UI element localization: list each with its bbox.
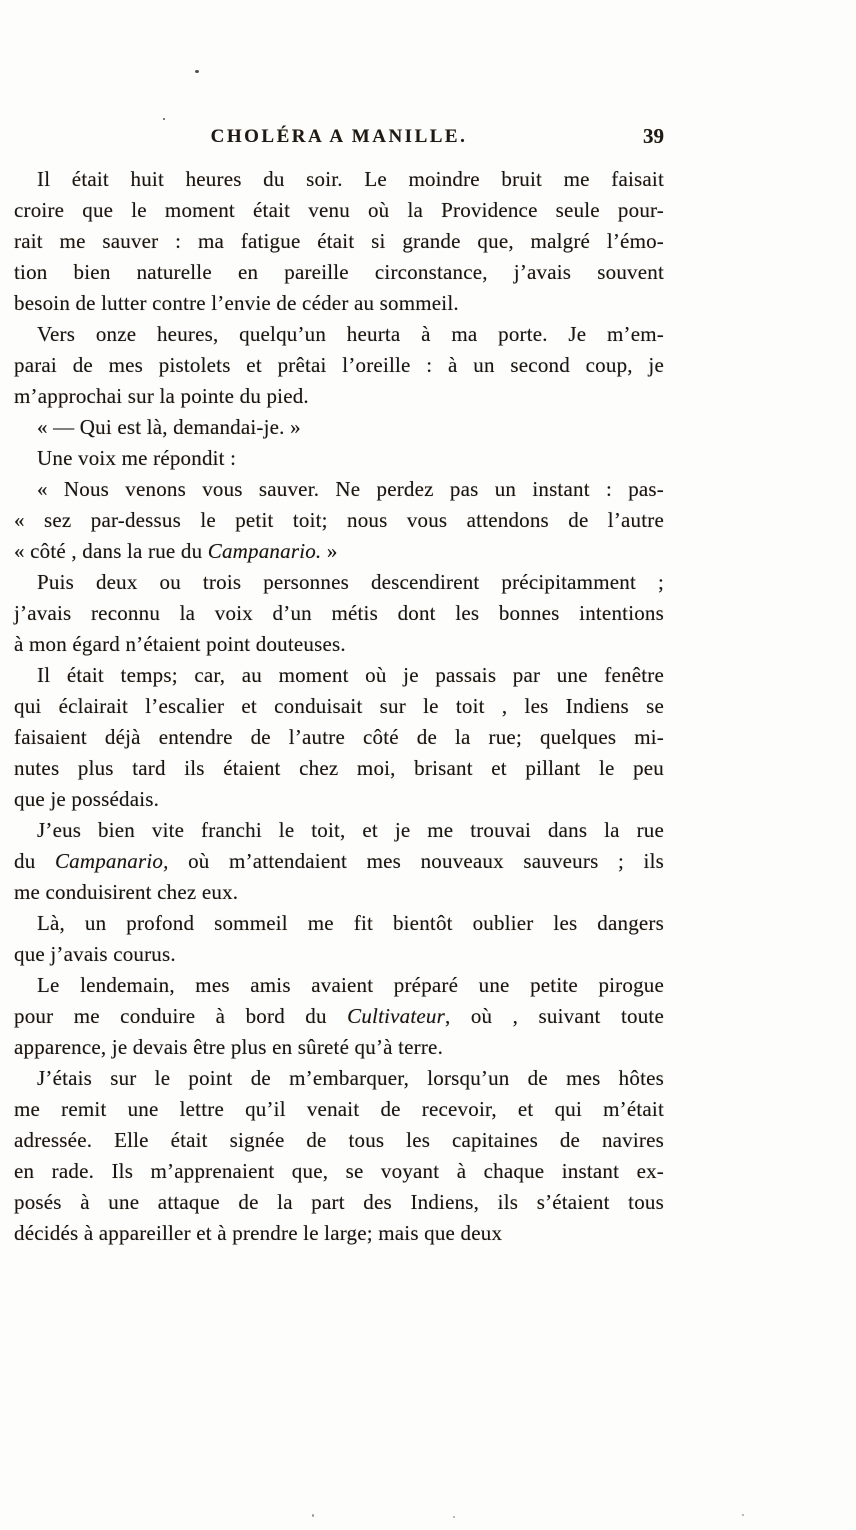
text-line	[14, 908, 664, 939]
text-segment: nutes plus tard ils étaient chez moi, brisant et pillant le peu	[14, 756, 664, 780]
text-segment: Là, un profond sommeil me fit bientôt oublier les dangers	[37, 911, 664, 935]
text-segment: Une voix me répondit :	[37, 446, 237, 470]
text-segment: décidés à appareiller et à prendre le large; mais que deux	[14, 1221, 503, 1245]
text-segment: me conduisirent chez eux.	[14, 880, 239, 904]
text-line	[14, 319, 664, 350]
text-segment: Il était huit heures du soir. Le moindre bruit me faisait	[37, 167, 664, 191]
text-segment: qui éclairait l’escalier et conduisait sur le toit , les Indiens se	[14, 694, 664, 718]
text-line	[14, 1094, 664, 1125]
text-line	[14, 691, 664, 722]
running-title: CHOLÉRA A MANILLE.	[210, 126, 468, 147]
text-segment: en rade. Ils m’apprenaient que, se voyant à chaque instant ex-	[14, 1159, 664, 1183]
paragraph	[14, 908, 664, 970]
text-line	[14, 1156, 664, 1187]
text-segment: « côté , dans la rue du	[14, 539, 208, 563]
text-line	[14, 567, 664, 598]
text-segment: posés à une attaque de la part des Indiens, ils s’étaient tous	[14, 1190, 664, 1214]
text-line	[14, 288, 664, 319]
text-line	[14, 412, 664, 443]
paragraph	[14, 815, 664, 908]
text-segment: « — Qui est là, demandai-je. »	[37, 415, 301, 439]
text-segment: où m’attendaient mes nouveaux sauveurs ; ils	[168, 849, 664, 873]
text-line	[14, 1125, 664, 1156]
text-line	[14, 505, 664, 536]
text-line	[14, 536, 664, 567]
italic-term: Cultivateur	[347, 1004, 445, 1028]
scan-speck	[742, 1514, 744, 1516]
text-segment: Puis deux ou trois personnes descendirent précipitamment ;	[37, 570, 664, 594]
text-line	[14, 257, 664, 288]
text-segment: J’étais sur le point de m’embarquer, lorsqu’un de mes hôtes	[37, 1066, 664, 1090]
text-line	[14, 443, 664, 474]
text-line	[14, 970, 664, 1001]
text-line	[14, 381, 664, 412]
paragraph	[14, 164, 664, 319]
text-line	[14, 660, 664, 691]
text-segment: rait me sauver : ma fatigue était si grande que, malgré l’émo-	[14, 229, 664, 253]
paragraph	[14, 474, 664, 567]
text-line	[14, 474, 664, 505]
text-line	[14, 195, 664, 226]
scan-speck	[163, 118, 165, 120]
text-segment: « sez par-dessus le petit toit; nous vous attendons de l’autre	[14, 508, 664, 532]
text-line	[14, 815, 664, 846]
text-line	[14, 226, 664, 257]
text-line	[14, 350, 664, 381]
text-line	[14, 629, 664, 660]
text-line	[14, 753, 664, 784]
text-segment: me remit une lettre qu’il venait de recevoir, et qui m’était	[14, 1097, 664, 1121]
paragraph	[14, 1063, 664, 1249]
text-segment: Il était temps; car, au moment où je passais par une fenêtre	[37, 663, 664, 687]
text-segment: du	[14, 849, 55, 873]
text-line	[14, 1063, 664, 1094]
text-line	[14, 1187, 664, 1218]
paragraph	[14, 443, 664, 474]
paragraph	[14, 319, 664, 412]
text-line	[14, 939, 664, 970]
text-segment: croire que le moment était venu où la Providence seule pour-	[14, 198, 664, 222]
page-header	[14, 126, 664, 160]
text-line	[14, 1001, 664, 1032]
text-segment: m’approchai sur la pointe du pied.	[14, 384, 309, 408]
text-segment: , où , suivant toute	[444, 1004, 664, 1028]
paragraph	[14, 412, 664, 443]
text-line	[14, 598, 664, 629]
text-segment: tion bien naturelle en pareille circonstance, j’avais souvent	[14, 260, 664, 284]
text-line	[14, 877, 664, 908]
page-text	[14, 164, 664, 1249]
text-segment: J’eus bien vite franchi le toit, et je me trouvai dans la rue	[37, 818, 664, 842]
scan-speck	[195, 70, 199, 73]
page-number: 39	[643, 124, 664, 148]
text-segment: adressée. Elle était signée de tous les capitaines de navires	[14, 1128, 664, 1152]
text-segment: besoin de lutter contre l’envie de céder au sommeil.	[14, 291, 459, 315]
scan-speck	[453, 1516, 455, 1518]
scan-speck	[312, 1514, 314, 1517]
text-line	[14, 722, 664, 753]
text-line	[14, 1218, 664, 1249]
text-segment: pour me conduire à bord du	[14, 1004, 348, 1028]
text-segment: que je possédais.	[14, 787, 160, 811]
text-line	[14, 846, 664, 877]
text-segment: faisaient déjà entendre de l’autre côté de la rue; quelques mi-	[14, 725, 664, 749]
text-segment: que j’avais courus.	[14, 942, 176, 966]
text-line	[14, 784, 664, 815]
text-line	[14, 1032, 664, 1063]
text-line	[14, 164, 664, 195]
italic-term: Campanario.	[207, 539, 322, 563]
text-segment: Vers onze heures, quelqu’un heurta à ma porte. Je m’em-	[37, 322, 664, 346]
text-segment: Le lendemain, mes amis avaient préparé une petite pirogue	[37, 973, 664, 997]
text-segment: « Nous venons vous sauver. Ne perdez pas un instant : pas-	[37, 477, 664, 501]
text-segment: apparence, je devais être plus en sûreté qu’à terre.	[14, 1035, 444, 1059]
paragraph	[14, 660, 664, 815]
text-segment: »	[321, 539, 338, 563]
italic-term: Campanario,	[54, 849, 169, 873]
text-segment: j’avais reconnu la voix d’un métis dont les bonnes intentions	[14, 601, 664, 625]
paragraph	[14, 567, 664, 660]
text-segment: à mon égard n’étaient point douteuses.	[14, 632, 346, 656]
paragraph	[14, 970, 664, 1063]
text-segment: parai de mes pistolets et prêtai l’oreille : à un second coup, je	[14, 353, 664, 377]
